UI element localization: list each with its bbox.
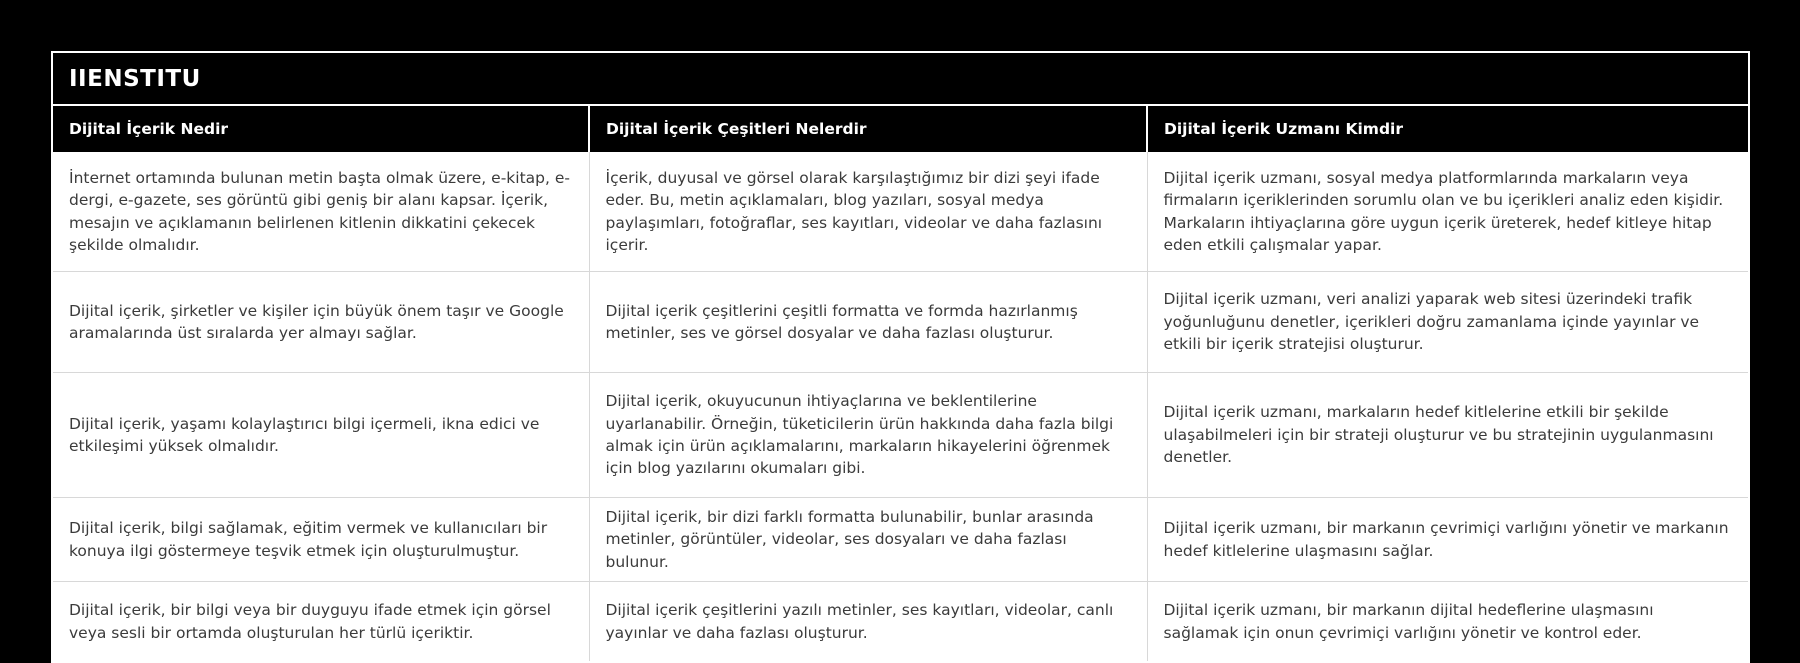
table-cell: Dijital içerik, bir bilgi veya bir duyguyu ifade etmek için görsel veya sesli bir ortamda oluşturulan her türlü içeriktir. bbox=[53, 582, 589, 662]
table-cell: İçerik, duyusal ve görsel olarak karşılaştığımız bir dizi şeyi ifade eder. Bu, metin açıklamaları, blog yazıları, sosyal medya paylaşımları, fotoğraflar, ses kayıtları, videolar ve daha fazlasını içerir. bbox=[589, 152, 1147, 272]
table-cell: Dijital içerik uzmanı, markaların hedef kitlelerine etkili bir şekilde ulaşabilmeleri için bir strateji oluşturur ve bu stratejinin uygulanmasını denetler. bbox=[1147, 373, 1748, 498]
content-table bbox=[53, 106, 1748, 661]
table-cell: Dijital içerik uzmanı, bir markanın çevrimiçi varlığını yönetir ve markanın hedef kitlelerine ulaşmasını sağlar. bbox=[1147, 498, 1748, 582]
column-header-dijital-icerik-nedir: Dijital İçerik Nedir bbox=[53, 106, 589, 152]
table-cell: Dijital içerik çeşitlerini yazılı metinler, ses kayıtları, videolar, canlı yayınlar ve daha fazlası oluşturur. bbox=[589, 582, 1147, 662]
table-row bbox=[53, 152, 1748, 272]
table-cell: Dijital içerik, yaşamı kolaylaştırıcı bilgi içermeli, ikna edici ve etkileşimi yüksek olmalıdır. bbox=[53, 373, 589, 498]
column-header-dijital-icerik-uzmani: Dijital İçerik Uzmanı Kimdir bbox=[1147, 106, 1748, 152]
table-row bbox=[53, 582, 1748, 662]
table-cell: Dijital içerik, bir dizi farklı formatta bulunabilir, bunlar arasında metinler, görüntüler, videolar, ses dosyaları ve daha fazlası bulunur. bbox=[589, 498, 1147, 582]
table-cell: Dijital içerik, okuyucunun ihtiyaçlarına ve beklentilerine uyarlanabilir. Örneğin, tüketicilerin ürün hakkında daha fazla bilgi almak için ürün açıklamalarını, markaların hikayelerini öğrenmek için blog yazılarını okumaları gibi. bbox=[589, 373, 1147, 498]
table-row bbox=[53, 498, 1748, 582]
table-cell: İnternet ortamında bulunan metin başta olmak üzere, e-kitap, e-dergi, e-gazete, ses görüntü gibi geniş bir alanı kapsar. İçerik, mesajın ve açıklamanın belirlenen kitlenin dikkatini çekecek şekilde olmalıdır. bbox=[53, 152, 589, 272]
content-table-card bbox=[51, 51, 1750, 663]
table-cell: Dijital içerik çeşitlerini çeşitli formatta ve formda hazırlanmış metinler, ses ve görsel dosyalar ve daha fazlası oluşturur. bbox=[589, 272, 1147, 373]
table-row bbox=[53, 272, 1748, 373]
table-cell: Dijital içerik uzmanı, veri analizi yaparak web sitesi üzerindeki trafik yoğunluğunu denetler, içerikleri doğru zamanlama içinde yayınlar ve etkili bir içerik stratejisi oluşturur. bbox=[1147, 272, 1748, 373]
table-cell: Dijital içerik, şirketler ve kişiler için büyük önem taşır ve Google aramalarında üst sıralarda yer almayı sağlar. bbox=[53, 272, 589, 373]
table-cell: Dijital içerik uzmanı, bir markanın dijital hedeflerine ulaşmasını sağlamak için onun çevrimiçi varlığını yönetir ve kontrol eder. bbox=[1147, 582, 1748, 662]
title-bar bbox=[53, 53, 1748, 106]
brand-title: IIENSTITU bbox=[69, 65, 201, 92]
header-row bbox=[53, 106, 1748, 152]
table-row bbox=[53, 373, 1748, 498]
table-cell: Dijital içerik uzmanı, sosyal medya platformlarında markaların veya firmaların içeriklerinden sorumlu olan ve bu içerikleri analiz eden kişidir. Markaların ihtiyaçlarına göre uygun içerik üreterek, hedef kitleye hitap eden etkili çalışmalar yapar. bbox=[1147, 152, 1748, 272]
table-cell: Dijital içerik, bilgi sağlamak, eğitim vermek ve kullanıcıları bir konuya ilgi göstermeye teşvik etmek için oluşturulmuştur. bbox=[53, 498, 589, 582]
column-header-dijital-icerik-cesitleri: Dijital İçerik Çeşitleri Nelerdir bbox=[589, 106, 1147, 152]
